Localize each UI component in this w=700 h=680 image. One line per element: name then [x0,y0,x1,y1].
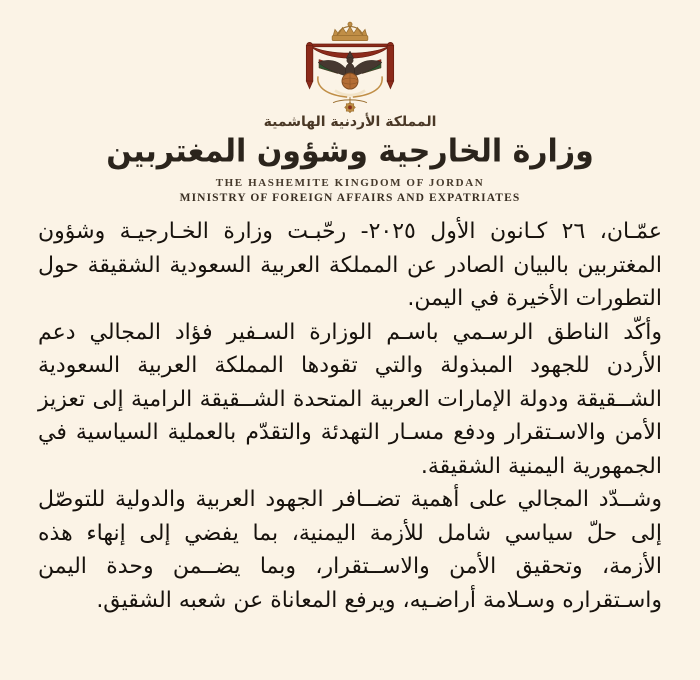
ministry-name-arabic-calligraphy: وزارة الخارجية وشؤون المغتربين [106,132,594,171]
ministry-name-english: MINISTRY OF FOREIGN AFFAIRS AND EXPATRIATES [179,192,521,204]
jordan-coat-of-arms-icon [292,20,408,114]
kingdom-name-english: THE HASHEMITE KINGDOM OF JORDAN [215,177,485,189]
letterhead [0,0,700,205]
statement-paragraph-support: وأكّد الناطق الرسـمي باسـم الوزارة السـفير فؤاد المجالي دعم الأردن للجهود المبذولة والتي تقودها المملكة العربية السعودية الشــقيقة ودولة الإمارات العربية المتحدة الشــقيقة الرامية إلى تعزيز الأمن والاسـتقرار ودفع مسـار التهدئة والتقدّم بالعملية السياسية في الجمهورية اليمنية الشقيقة. [38,319,662,479]
statement-body [0,205,700,617]
statement-paragraph-emphasis: وشــدّد المجالي على أهمية تضــافر الجهود العربية والدولية للتوصّل إلى حلّ سياسي شامل للأزمة اليمنية، بما يفضي إلى إنهاء هذه الأزمة، وتحقيق الأمن والاســتقرار، وبما يضــمن وحدة اليمن واسـتقراره وسـلامة أراضـيه، ويرفع المعاناة عن شعبه الشقيق. [38,487,662,613]
kingdom-name-arabic: المملكة الأردنية الهاشمية [263,114,437,130]
statement-paragraph-dateline: عمّـان، ٢٦ كـانون الأول ٢٠٢٥- رحّبـت وزارة الخـارجيـة وشؤون المغتربين بالبيان الصادر عن المملكة العربية السعودية الشقيقة حول التطورات الأخيرة في اليمن. [38,219,662,311]
